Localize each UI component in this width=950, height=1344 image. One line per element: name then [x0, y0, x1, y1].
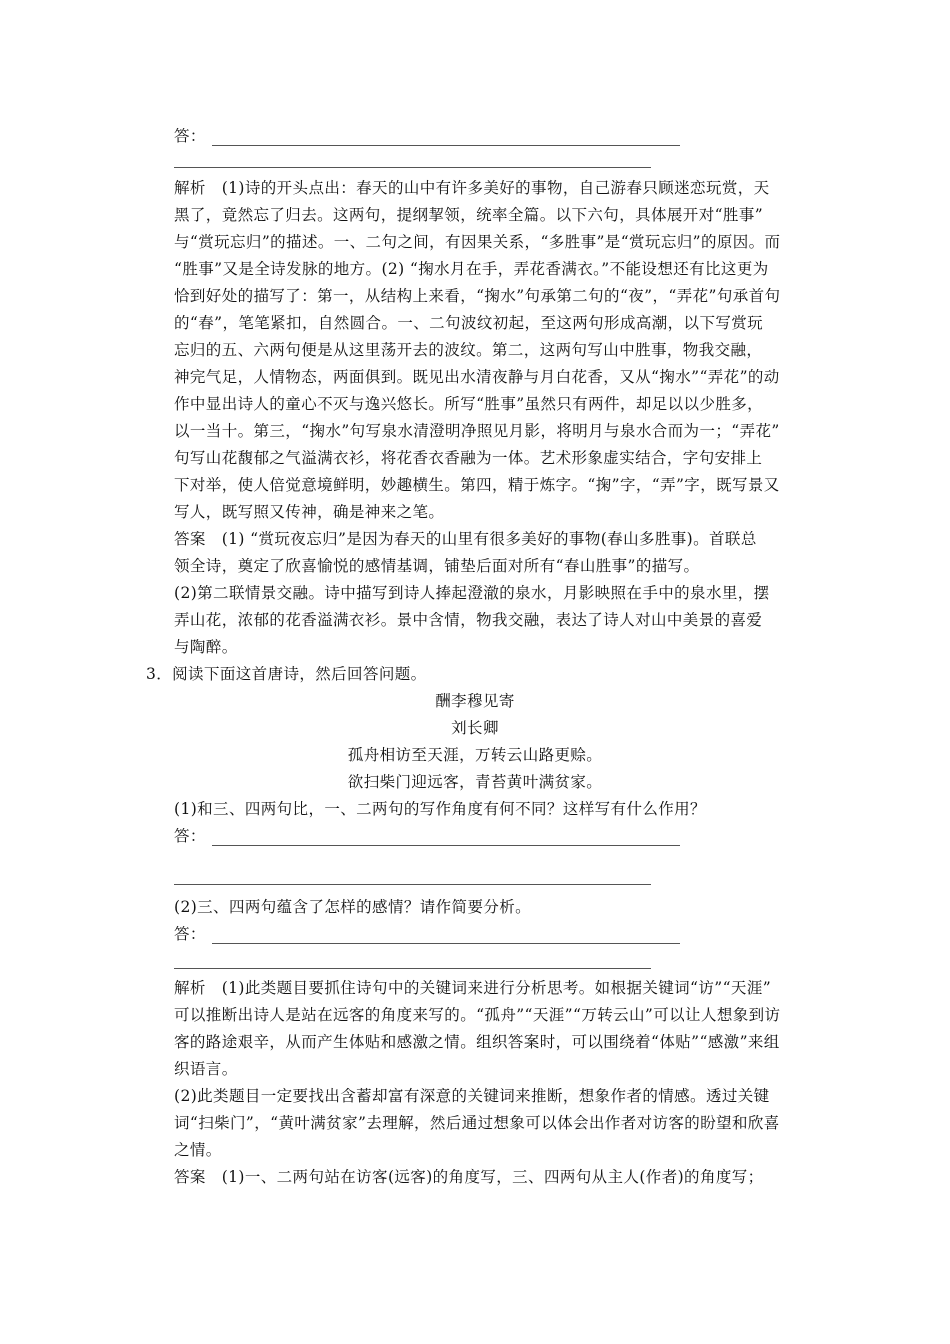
poem-title: 酬李穆见寄	[435, 692, 515, 710]
answer-blank[interactable]	[212, 133, 680, 146]
analysis-line: “胜事”又是全诗发脉的地方。(2) “掬水月在手，弄花香满衣。”不能设想还有比这更为	[174, 260, 769, 278]
analysis-line: 恰到好处的描写了：第一，从结构上来看，“掬水”句承第二句的“夜”，“弄花”句承首句	[174, 287, 781, 305]
answer-blank[interactable]	[212, 833, 680, 846]
question-intro: 3．阅读下面这首唐诗，然后回答问题。	[146, 665, 427, 683]
analysis-line: 解析 (1)此类题目要抓住诗句中的关键词来进行分析思考。如根据关键词“访”“天涯”	[174, 979, 772, 997]
analysis-line: 织语言。	[174, 1060, 238, 1078]
analysis-line: 词“扫柴门”，“黄叶满贫家”去理解，然后通过想象可以体会出作者对访客的盼望和欣喜	[174, 1114, 780, 1132]
analysis-line: 写人，既写照又传神，确是神来之笔。	[174, 503, 445, 521]
answer-label: 答：	[174, 925, 206, 943]
question-1: (1)和三、四两句比，一、二两句的写作角度有何不同？这样写有什么作用？	[174, 800, 706, 818]
analysis-line: (2)此类题目一定要找出含蓄却富有深意的关键词来推断，想象作者的情感。透过关键	[174, 1087, 770, 1105]
answer-text-line: 弄山花，浓郁的花香溢满衣衫。景中含情，物我交融，表达了诗人对山中美景的喜爱	[174, 611, 763, 629]
answer-text-line: 答案 (1)一、二两句站在访客(远客)的角度写，三、四两句从主人(作者)的角度写；	[174, 1168, 764, 1186]
poem-line: 欲扫柴门迎远客，青苔黄叶满贫家。	[347, 773, 603, 791]
answer-blank-line[interactable]	[174, 884, 651, 885]
question-2: (2)三、四两句蕴含了怎样的感情？请作简要分析。	[174, 898, 532, 916]
answer-text-line: 答案 (1) “赏玩夜忘归”是因为春天的山里有很多美好的事物(春山多胜事)。首联总	[174, 530, 757, 548]
answer-line	[174, 826, 814, 846]
analysis-line: 作中显出诗人的童心不灭与逸兴悠长。所写“胜事”虽然只有两件，却足以以少胜多，	[174, 395, 764, 413]
analysis-line: 神完气足，人情物态，两面俱到。既见出水清夜静与月白花香，又从“掬水”“弄花”的动	[174, 368, 780, 386]
answer-text-line: (2)第二联情景交融。诗中描写到诗人捧起澄澈的泉水，月影映照在手中的泉水里，摆	[174, 584, 770, 602]
analysis-line: 以一当十。第三，“掬水”句写泉水清澄明净照见月影，将明月与泉水合而为一；“弄花”	[174, 422, 780, 440]
answer-blank[interactable]	[212, 931, 680, 944]
analysis-line: 之情。	[174, 1141, 222, 1159]
analysis-line: 黑了，竟然忘了归去。这两句，提纲挈领，统率全篇。以下六句，具体展开对“胜事”	[174, 206, 764, 224]
analysis-line: 忘归的五、六两句便是从这里荡开去的波纹。第二，这两句写山中胜事，物我交融，	[174, 341, 763, 359]
poem-author: 刘长卿	[451, 719, 499, 737]
answer-label: 答：	[174, 827, 206, 845]
analysis-line: 客的路途艰辛，从而产生体贴和感激之情。组织答案时，可以围绕着“体贴”“感激”来组	[174, 1033, 780, 1051]
answer-text-line: 与陶醉。	[174, 638, 238, 656]
answer-line	[174, 924, 814, 944]
answer-text-line: 领全诗，奠定了欣喜愉悦的感情基调，铺垫后面对所有“春山胜事”的描写。	[174, 557, 700, 575]
answer-label: 答：	[174, 127, 206, 145]
analysis-line: 下对举，使人倍觉意境鲜明，妙趣横生。第四，精于炼字。“掬”字，“弄”字，既写景又	[174, 476, 780, 494]
analysis-line: 解析 (1)诗的开头点出：春天的山中有许多美好的事物，自己游春只顾迷恋玩赏，天	[174, 179, 770, 197]
analysis-line: 与“赏玩忘归”的描述。一、二句之间，有因果关系，“多胜事”是“赏玩忘归”的原因。而	[174, 233, 781, 251]
answer-blank-line[interactable]	[174, 167, 651, 168]
poem-line: 孤舟相访至天涯，万转云山路更赊。	[347, 746, 603, 764]
answer-line	[174, 126, 814, 146]
analysis-line: 句写山花馥郁之气溢满衣衫，将花香衣香融为一体。艺术形象虚实结合，字句安排上	[174, 449, 763, 467]
analysis-line: 可以推断出诗人是站在远客的角度来写的。“孤舟”“天涯”“万转云山”可以让人想象到访	[174, 1006, 781, 1024]
answer-blank-line[interactable]	[174, 968, 651, 969]
analysis-line: 的“春”，笔笔紧扣，自然圆合。一、二句波纹初起，至这两句形成高潮，以下写赏玩	[174, 314, 764, 332]
